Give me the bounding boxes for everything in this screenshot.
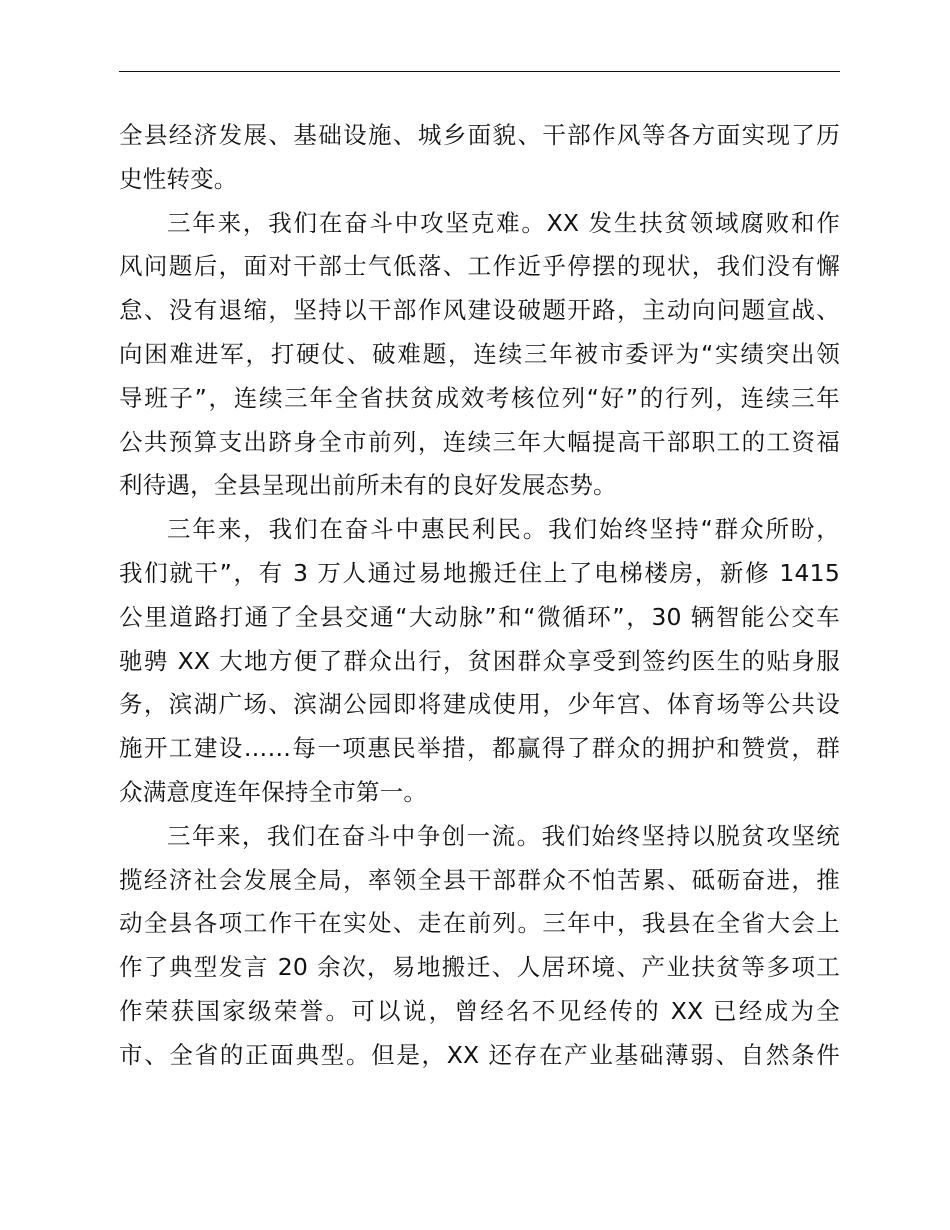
text-line: 利待遇，全县呈现出前所未有的良好发展态势。 <box>119 471 617 500</box>
paragraph <box>119 815 840 1078</box>
paragraph <box>119 202 840 509</box>
header-rule <box>119 71 840 72</box>
text-line: 作荣获国家级荣誉。可以说，曾经名不见经传的 XX 已经成为全 <box>119 996 840 1025</box>
text-line: 风问题后，面对干部士气低落、工作近乎停摆的现状，我们没有懈 <box>119 252 840 281</box>
text-line: 我们就干”，有 3 万人通过易地搬迁住上了电梯楼房，新修 1415 <box>119 558 840 587</box>
text-line: 公里道路打通了全县交通“大动脉”和“微循环”，30 辆智能公交车 <box>119 602 840 631</box>
body-text <box>119 114 840 1078</box>
text-line: 揽经济社会发展全局，率领全县干部群众不怕苦累、砥砺奋进，推 <box>119 865 840 894</box>
text-line: 动全县各项工作干在实处、走在前列。三年中，我县在全省大会上 <box>119 909 840 938</box>
text-line: 怠、没有退缩，坚持以干部作风建设破题开路，主动向问题宣战、 <box>119 296 840 325</box>
text-line: 三年来，我们在奋斗中争创一流。我们始终坚持以脱贫攻坚统 <box>167 821 840 850</box>
paragraph <box>119 114 840 202</box>
text-line: 施开工建设……每一项惠民举措，都赢得了群众的拥护和赞赏，群 <box>119 734 840 763</box>
text-line: 众满意度连年保持全市第一。 <box>119 777 428 806</box>
text-line: 三年来，我们在奋斗中惠民利民。我们始终坚持“群众所盼， <box>167 515 840 544</box>
text-line: 史性转变。 <box>119 164 238 193</box>
text-line: 作了典型发言 20 余次，易地搬迁、人居环境、产业扶贫等多项工 <box>119 953 840 982</box>
paragraph <box>119 508 840 815</box>
text-line: 务，滨湖广场、滨湖公园即将建成使用，少年宫、体育场等公共设 <box>119 690 840 719</box>
text-line: 驰骋 XX 大地方便了群众出行，贫困群众享受到签约医生的贴身服 <box>119 646 840 675</box>
text-line: 向困难进军，打硬仗、破难题，连续三年被市委评为“实绩突出领 <box>119 339 840 368</box>
text-line: 市、全省的正面典型。但是，XX 还存在产业基础薄弱、自然条件 <box>119 1040 840 1069</box>
text-line: 导班子”，连续三年全省扶贫成效考核位列“好”的行列，连续三年 <box>119 383 840 412</box>
text-line: 公共预算支出跻身全市前列，连续三年大幅提高干部职工的工资福 <box>119 427 840 456</box>
text-line: 三年来，我们在奋斗中攻坚克难。XX 发生扶贫领域腐败和作 <box>167 208 840 237</box>
text-line: 全县经济发展、基础设施、城乡面貌、干部作风等各方面实现了历 <box>119 121 840 149</box>
